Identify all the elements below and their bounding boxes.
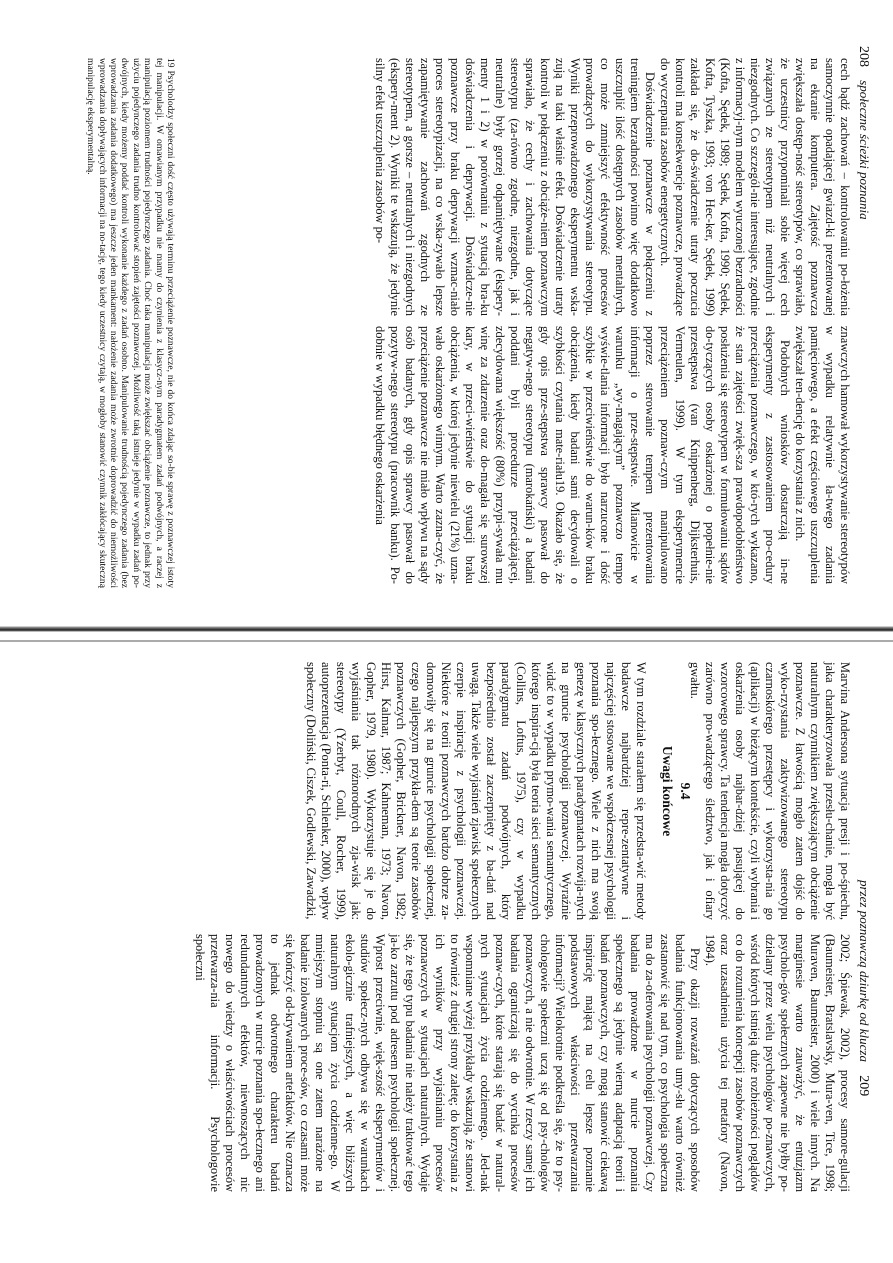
page-number-208: 208 bbox=[856, 46, 871, 67]
text-column-208-right bbox=[202, 326, 852, 584]
page-number-209: 209 bbox=[856, 1075, 871, 1097]
text-column-208-left bbox=[202, 58, 852, 316]
running-head-209: przez poznawczą dziurkę od klucza bbox=[857, 880, 872, 1062]
footnote-19 bbox=[85, 58, 176, 588]
text-column-209-left-bottom bbox=[68, 662, 648, 920]
paragraph: cech bądź zachowań – kontrolowaniu po-łożenia samoczynnie opadającej gwiazd-ki prezentowanej na ekranie komputera. Zajętość poznawcza zwiększała dostęp-ność stereotypów, co sprawiało, że uczestnicy przypominali sobie więcej cech związanych ze stereotypem niż neutralnych i niezgodnych. Co szczegól-nie interesujące, zgodnie z informacyj-nym modelem wyuczonej bezradności (Kofta, Sędek, 1989; Sędek, Kofta, 1990; Sędek, Kofta, Tyszka, 1993; von Hec-ker, Sędek, 1999) zakłada się, że do-świadczenie utraty poczucia kontroli ma konsekwencje poznawcze, prowadzące do wyczerpania zasobów energetycznych. bbox=[658, 58, 852, 316]
running-header-208 bbox=[855, 36, 872, 596]
paragraph: 2002; Śpiewak, 2002), procesy samore-gulacji (Baumeister, Bratslavsky, Mura-ven, Tice, 1998; Muraven, Baumeister, 2000) i wiele innych. Na marginesie warto zauważyć, że entuzjazm psycholo-gów społecznych zapewne nie byłby po-dzielany przez wielu psychologów po-znawczych, wśród których istnieją duże rozbieżności poglądów co do rozumienia koncepcji zasobów poznawczych oraz uzasadnienia użycia tej metafory (Navon, 1984). bbox=[703, 934, 852, 1192]
text-column-209-left-top bbox=[688, 662, 852, 920]
running-header-209 bbox=[855, 880, 872, 1250]
section-number: 9.4 bbox=[678, 782, 693, 800]
paragraph: Doświadczenie poznawcze w połączeniu z treningiem bezradności powinno więc dodatkowo uszczuplić ilość dostępnych zasobów mentalnych, co może zmniejszyć efektywność procesów prowadzących do wykorzystywania stereotypu. Wyniki przeprowadzonego eksperymentu wska-zują na taki właśnie efekt. Doświadczenie utraty kontroli w połączeniu z obciąże-niem poznawczym sprawiało, że cechy i zachowania dotyczące stereotypu (za-równo zgodne, niezgodne, jak i neutralne) były gorzej odpamiętywane (ekspery-menty 1 i 2) w porównaniu z sytuacją bra-ku doświadczenia i deprywacji. Doświadcze-nie poznawcze przy braku deprywacji wzmac-niało proces stereotypizacji, na co wska-zywało lepsze zapamiętywanie zachowań zgodnych ze stereotypem, a gorsze – neutralnych i niezgodnych (ekspery-ment 2). Wyniki te wskazują, że jedynie silny efekt uszczuplenia zasobów po- bbox=[373, 58, 657, 316]
page-gutter-shadow bbox=[0, 640, 893, 642]
section-title: Uwagi końcowe bbox=[660, 745, 675, 837]
paragraph: Przy okazji rozważań dotyczących sposobów badania funkcjonowania umy-słu warto również zastanowić się nad tym, co psychologia społeczna ma do za-oferowania psychologii poznawczej. Czy badania prowadzone w nurcie poznania społecznego są jedynie wierną adaptacją teorii i badań poznawczych, czy mogą stanowić ciekawą inspirację mającą na celu lepsze poznanie podstawowych właściwości przetwarzania informacji? Wielokrotnie podkreśla się, że to psy-chologowie społeczni uczą się od psy-chologów poznawczych, a nie odwrotnie. W rzeczy samej ich badania ograniczają się do wycinka procesów poznaw-czych, które starają się badać w natural-nych sytuacjach życia codziennego. Jed-nak wspomniane wyżej przykłady wskazują, że stanowi to również z drugiej strony zaletę; do korzystania z ich wyników przy wyjaśnianiu procesów poznawczych w sytuacjach naturalnych. Wydaje się, że tego typu badania nie należy traktować tego ja-ko zarzutu pod adresem psychologii społecznej. Wprost przeciwnie, więk-szość eksperymentów i studiów społecz-nych odbywa się w warunkach ekolo-gicznie trafniejszych, a więc bliższych naturalnym sytuacjom życia codzienne-go. W mniejszym stopniu są one zatem narażone na badanie izolowanych proce-sów, co czasami może się kończyć od-krywaniem artefaktów. Nie oznacza to jednak odwrotnego charakteru badań prowadzonych w nurcie poznania spo-łecznego ani redundantnych efektów, niewnoszących nic nowego do wiedzy o właściwościach procesów przetwarza-nia informacji. Psychologowie społeczni bbox=[193, 934, 702, 1192]
running-head-208: społeczne ścieżki poznania bbox=[857, 80, 872, 220]
paragraph: znawczych hamował wykorzystywanie stereotypów w wypadku relatywnie ła-twego zadania pamięciowego, a efekt częściowego uszczuplenia zwiększał ten-dencję do korzystania z nich. bbox=[793, 326, 852, 584]
paragraph: Marvina Andersona sytuacja presji i po-śpiechu, jaka charakteryzowała przesłu-chanie, mogła być naturalnym czynnikiem zwiększającym obciążenie poznawcze. Z łatwością mogło zatem dojść do wyko-rzystania zaktywizowanego stereotypu czarnoskórego przestępcy i wykorzysta-nia go (aplikacji) w bieżącym kontekście, czyli wybrania i oskarżenia osoby najbar-dziej pasującej do wzorcowego sprawcy. Ta tendencja mogła dotyczyć zarówno pro-wadzącego śledztwo, jak i ofiary gwałtu. bbox=[688, 662, 852, 920]
paragraph: W tym rozdziale starałem się przedsta-wić metody badawcze najbardziej repre-zentatywne i najczęściej stosowane we współczesnej psychologii poznania spo-łecznego. Wiele z nich ma swoją genezę w klasycznych paradygmatach rozwija-nych na gruncie psychologii poznawczej. Wyraźnie widać to w wypadku prymo-wania semantycznego, którego inspira-cją była teoria sieci semantycznych (Collins, Loftus, 1975), czy w wypadku paradygmatu zadań podwójnych, który bezpośrednio został zaczerpnięty z ba-dań nad uwagą. Także wiele wyjaśnień zjawisk społecznych czerpie inspirację z psychologii poznawczej. Niektóre z teorii poznawczych bardzo dobrze za-domowiły się na gruncie psychologii społecznej, czego najlepszym przykła-dem są teorie zasobów poznawczych (Gopher, Brickner, Navon, 1982; Hirst, Kalmar, 1987; Kahneman, 1973; Navon, Gopher, 1979, 1980). Wykorzystuje się je do wyjaśniania tak różnorodnych zja-wisk jak: stereotypy (Yzerbyt, Coull, Rocher, 1999), autoprezentacja (Ponta-ri, Schlenker, 2000), wpływ społeczny (Doliński, Ciszek, Godlewski, Zawadzki, bbox=[304, 662, 648, 921]
footnote-text: 19 Psycholodzy społeczni dość często używają terminu przeciążenie poznawcze, nie do końca zdając so-bie sprawę z poznawczej istoty tej manipulacji. W omawianym przypadku nie mamy do czynienia z klasycz-nym paradygmatem zadań podwójnych, a raczej z manipulacją poziomem trudności pojedynczego zadania. Choć taka manipulacja może zwiększać obciążenie poznawcze, to jednak przy użyciu pojedynczego zadania trudno kontrolować stopień zajętości poznawczej. Możliwość taką istnieje jedynie w wypadku zadań po-dwójnych, kiedy możemy poddać kontroli wykonanie każdego z zadań osobno. Manipulowanie trudnością pojedynczego zadania (bez wprowadzania zadania dodatkowego) ma jeszcze jeden mankament: nałożenie zadania może zwrotnie doprowadzić do niemożliwości wprowadzania dopływających informacji na no-tację, tego kiedy uczestnicy czytają, w mogłoby stanowić czynnik zakłócający skuteczną manipulację eksperymentalną. bbox=[85, 58, 176, 588]
text-column-209-right bbox=[82, 934, 852, 1192]
paragraph: Podobnych wniosków dostarczają in-ne eksperymenty z zastosowaniem pro-cedury przeciążenia poznawczego, w któ-rych wykazano, że stan zajętości zwięk-sza prawdopodobieństwo posłużenia się stereotypem w formułowaniu sądów do-tyczących osoby oskarżonej o popełnie-nie przestępstwa (van Knippenberg, Dijksterhuis, Vermeulen, 1999). W tym eksperymencie przeciążeniem poznaw-czym manipulowano poprzez sterowanie tempem prezentowania informacji o prze-stępstwie. Mianowicie w warunku „wy-magającym” poznawczo tempo wyświe-tlania informacji było narzucone i dość szybkie w przeciwieństwie do warun-ków braku obciążenia, kiedy badani sami decydowali o szybkości czytania mate-riału19. Okazało się, że gdy opis prze-stępstwa sprawcy pasował do negatyw-nego stereotypu (marokański) a badani poddani byli procedurze przeciążającej, zdecydowana większość (80%) przypi-sywała mu winę za zdarzenie oraz do-magała się surowszej kary, w przeci-wieństwie do sytuacji braku obciążenia, w której jedynie niewielu (21%) uzna-wało oskarżonego winnym. Warto zazna-czyć, że przeciążenie poznawcze nie miało wpływu na sądy osób badanych, gdy opis sprawcy pasował do pozytyw-nego stereotypu (pracownik banku). Po-dobnie w wypadku błędnego oskarżenia bbox=[373, 326, 792, 584]
page-gutter-line bbox=[0, 626, 893, 632]
